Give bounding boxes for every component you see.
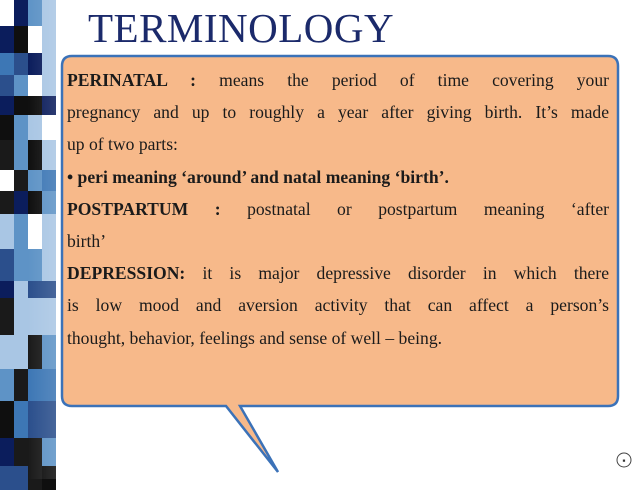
depression-term: DEPRESSION: [67,263,186,284]
svg-text:▪: ▪ [622,455,626,466]
depression-definition-1: it is major depressive disorder in which there [202,263,609,284]
postpartum-line-1 [67,193,609,225]
depression-line-2: is low mood and aversion activity that can affect a person’s [67,295,609,316]
terminology-text [67,64,609,354]
slide-title: TERMINOLOGY [88,5,395,51]
depression-line-3: thought, behavior, feelings and sense of well – being. [67,327,443,348]
perinatal-line-2: pregnancy and up to roughly a year after giving birth. It’s made [67,102,609,123]
perinatal-line-3: up of two parts: [67,134,178,155]
perinatal-term: PERINATAL : [67,70,197,90]
perinatal-definition-1: means the period of time covering your [219,70,609,90]
postpartum-line-2: birth’ [67,230,107,251]
perinatal-line-1 [67,64,609,96]
peri-bullet-text: • peri meaning ‘around’ and natal meaning ‘birth’. [67,166,449,187]
postpartum-definition-1: postnatal or postpartum meaning ‘after [247,198,609,219]
peri-bullet [67,161,609,193]
depression-line-1 [67,257,609,289]
slide-number-icon [616,452,632,468]
postpartum-term: POSTPARTUM : [67,198,221,219]
